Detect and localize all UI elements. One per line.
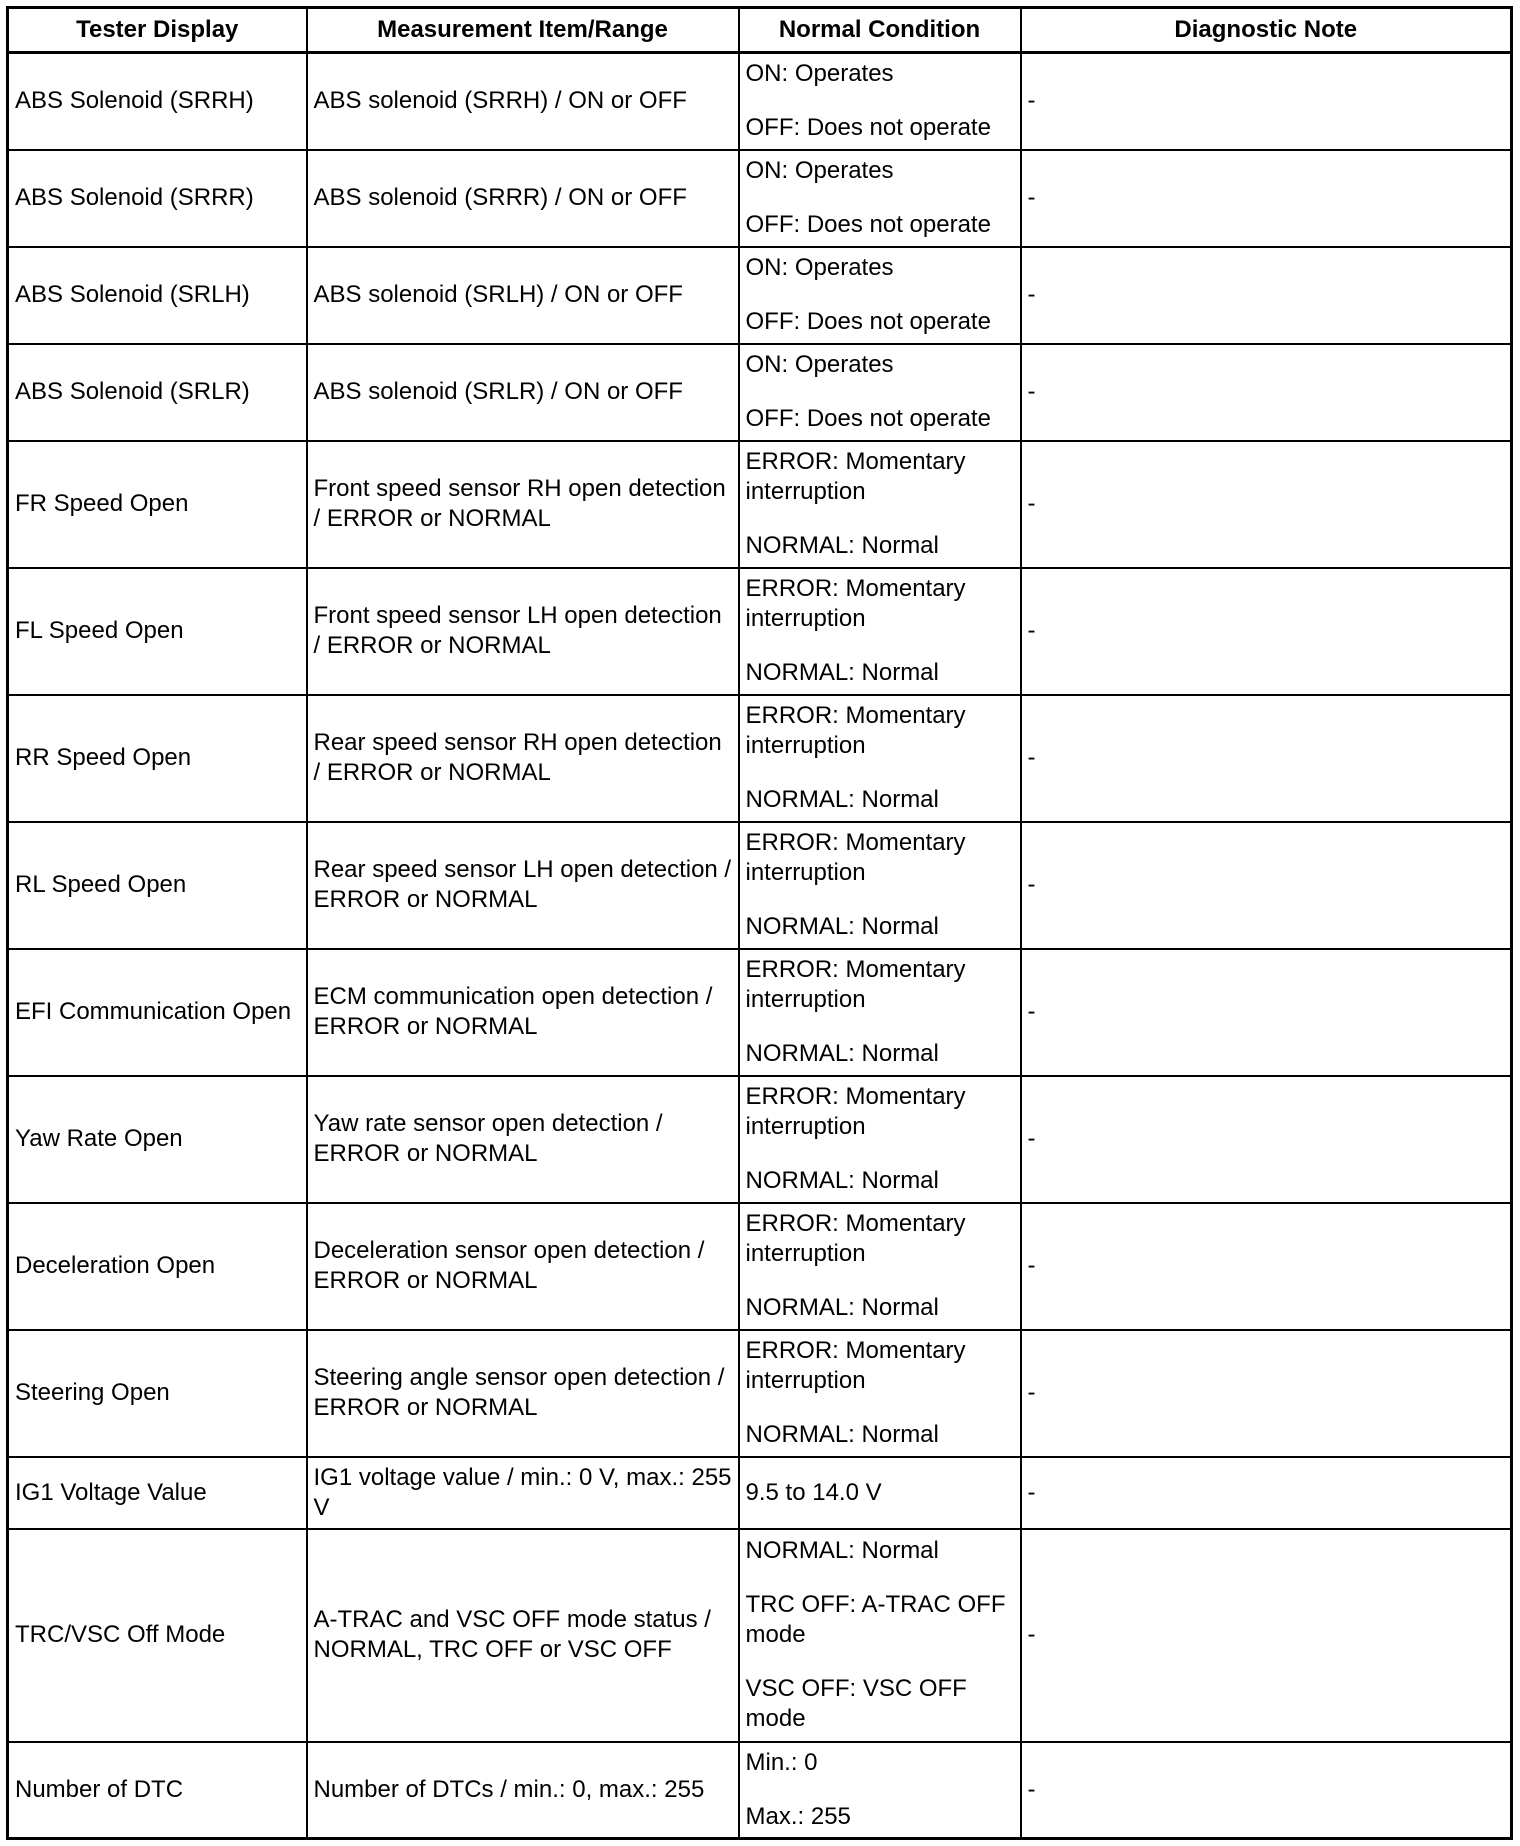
diagnostic-note-cell: -	[1021, 247, 1512, 344]
condition-line: NORMAL: Normal	[745, 786, 939, 813]
condition-line: 9.5 to 14.0 V	[745, 1478, 882, 1506]
normal-condition-cell	[739, 1203, 1021, 1330]
header-measurement-item: Measurement Item/Range	[307, 8, 739, 53]
measurement-item-cell: IG1 voltage value / min.: 0 V, max.: 255 V	[307, 1457, 739, 1529]
condition-line: ON: Operates	[745, 60, 894, 88]
normal-condition-cell	[739, 1742, 1021, 1839]
condition-line: NORMAL: Normal	[745, 1294, 939, 1321]
tester-display-cell: ABS Solenoid (SRRR)	[8, 150, 307, 247]
measurement-item-cell: ABS solenoid (SRLH) / ON or OFF	[307, 247, 739, 344]
tester-display-cell: ABS Solenoid (SRLH)	[8, 247, 307, 344]
normal-condition-cell	[739, 344, 1021, 441]
tester-display-cell: Number of DTC	[8, 1742, 307, 1839]
measurement-item-cell: Rear speed sensor RH open detection / ERROR or NORMAL	[307, 695, 739, 822]
measurement-item-cell: ABS solenoid (SRRH) / ON or OFF	[307, 53, 739, 150]
tester-display-cell: TRC/VSC Off Mode	[8, 1529, 307, 1742]
diagnostic-note-cell: -	[1021, 1076, 1512, 1203]
table-body	[8, 53, 1512, 1839]
normal-condition-cell	[739, 1076, 1021, 1203]
condition-line: NORMAL: Normal	[745, 1537, 939, 1564]
condition-line: ERROR: Momentary interruption	[745, 575, 966, 632]
condition-line: Min.: 0	[745, 1748, 818, 1776]
tester-display-cell: FR Speed Open	[8, 441, 307, 568]
table-row	[8, 1742, 1512, 1839]
table-row	[8, 1076, 1512, 1203]
condition-line: ERROR: Momentary interruption	[745, 1083, 966, 1140]
diagnostic-note-cell: -	[1021, 1529, 1512, 1742]
measurement-item-cell: ECM communication open detection / ERROR or NORMAL	[307, 949, 739, 1076]
table-row	[8, 1203, 1512, 1330]
tester-display-cell: FL Speed Open	[8, 568, 307, 695]
diagnostic-note-cell: -	[1021, 949, 1512, 1076]
measurement-item-cell: Number of DTCs / min.: 0, max.: 255	[307, 1742, 739, 1839]
diagnostic-note-cell: -	[1021, 695, 1512, 822]
tester-display-cell: Deceleration Open	[8, 1203, 307, 1330]
measurement-item-cell: Yaw rate sensor open detection / ERROR or NORMAL	[307, 1076, 739, 1203]
diagnostic-note-cell: -	[1021, 1742, 1512, 1839]
data-list-table	[6, 6, 1513, 1840]
diagnostic-note-cell: -	[1021, 1457, 1512, 1529]
diagnostic-note-cell: -	[1021, 568, 1512, 695]
table-row	[8, 344, 1512, 441]
table-row	[8, 1457, 1512, 1529]
condition-line: ON: Operates	[745, 351, 894, 378]
condition-line: ERROR: Momentary interruption	[745, 448, 966, 505]
normal-condition-cell	[739, 1529, 1021, 1742]
measurement-item-cell: Front speed sensor RH open detection / ERROR or NORMAL	[307, 441, 739, 568]
condition-line: NORMAL: Normal	[745, 1167, 939, 1194]
table-row	[8, 568, 1512, 695]
measurement-item-cell: Rear speed sensor LH open detection / ERROR or NORMAL	[307, 822, 739, 949]
diagnostic-note-cell: -	[1021, 822, 1512, 949]
condition-line: ON: Operates	[745, 254, 894, 281]
condition-line: NORMAL: Normal	[745, 913, 939, 940]
diagnostic-note-cell: -	[1021, 150, 1512, 247]
condition-line: ERROR: Momentary interruption	[745, 1210, 966, 1267]
diagnostic-note-cell: -	[1021, 441, 1512, 568]
condition-line: ERROR: Momentary interruption	[745, 956, 966, 1013]
diagnostic-note-cell: -	[1021, 344, 1512, 441]
normal-condition-cell	[739, 1330, 1021, 1457]
normal-condition-cell	[739, 441, 1021, 568]
condition-line: NORMAL: Normal	[745, 1040, 939, 1067]
table-row	[8, 695, 1512, 822]
table-row	[8, 441, 1512, 568]
table-row	[8, 1330, 1512, 1457]
table-row	[8, 53, 1512, 150]
normal-condition-cell	[739, 247, 1021, 344]
measurement-item-cell: Deceleration sensor open detection / ERROR or NORMAL	[307, 1203, 739, 1330]
condition-line: OFF: Does not operate	[745, 405, 991, 432]
tester-display-cell: EFI Communication Open	[8, 949, 307, 1076]
measurement-item-cell: ABS solenoid (SRRR) / ON or OFF	[307, 150, 739, 247]
normal-condition-cell	[739, 822, 1021, 949]
header-tester-display: Tester Display	[8, 8, 307, 53]
table-row	[8, 1529, 1512, 1742]
header-row	[8, 8, 1512, 53]
normal-condition-cell	[739, 53, 1021, 150]
condition-line: Max.: 255	[745, 1802, 851, 1830]
condition-line: OFF: Does not operate	[745, 211, 991, 238]
normal-condition-cell	[739, 568, 1021, 695]
table-row	[8, 247, 1512, 344]
tester-display-cell: IG1 Voltage Value	[8, 1457, 307, 1529]
condition-line: ERROR: Momentary interruption	[745, 1337, 966, 1394]
normal-condition-cell	[739, 695, 1021, 822]
condition-line: OFF: Does not operate	[745, 308, 991, 335]
tester-display-cell: RR Speed Open	[8, 695, 307, 822]
measurement-item-cell: Steering angle sensor open detection / ERROR or NORMAL	[307, 1330, 739, 1457]
diagnostic-note-cell: -	[1021, 53, 1512, 150]
tester-display-cell: Yaw Rate Open	[8, 1076, 307, 1203]
tester-display-cell: RL Speed Open	[8, 822, 307, 949]
condition-line: NORMAL: Normal	[745, 1421, 939, 1448]
condition-line: ERROR: Momentary interruption	[745, 829, 966, 886]
measurement-item-cell: Front speed sensor LH open detection / ERROR or NORMAL	[307, 568, 739, 695]
condition-line: NORMAL: Normal	[745, 532, 939, 559]
tester-display-cell: Steering Open	[8, 1330, 307, 1457]
table-row	[8, 822, 1512, 949]
condition-line: NORMAL: Normal	[745, 659, 939, 686]
diagnostic-note-cell: -	[1021, 1330, 1512, 1457]
normal-condition-cell	[739, 949, 1021, 1076]
measurement-item-cell: ABS solenoid (SRLR) / ON or OFF	[307, 344, 739, 441]
measurement-item-cell: A-TRAC and VSC OFF mode status / NORMAL, TRC OFF or VSC OFF	[307, 1529, 739, 1742]
condition-line: ERROR: Momentary interruption	[745, 702, 966, 759]
tester-display-cell: ABS Solenoid (SRLR)	[8, 344, 307, 441]
header-normal-condition: Normal Condition	[739, 8, 1021, 53]
condition-line: OFF: Does not operate	[745, 114, 991, 142]
condition-line: ON: Operates	[745, 157, 894, 184]
normal-condition-cell	[739, 1457, 1021, 1529]
table-row	[8, 150, 1512, 247]
tester-display-cell: ABS Solenoid (SRRH)	[8, 53, 307, 150]
table-row	[8, 949, 1512, 1076]
diagnostic-note-cell: -	[1021, 1203, 1512, 1330]
condition-line: TRC OFF: A-TRAC OFF mode	[745, 1591, 1006, 1648]
normal-condition-cell	[739, 150, 1021, 247]
condition-line: VSC OFF: VSC OFF mode	[745, 1675, 967, 1732]
header-diagnostic-note: Diagnostic Note	[1021, 8, 1512, 53]
